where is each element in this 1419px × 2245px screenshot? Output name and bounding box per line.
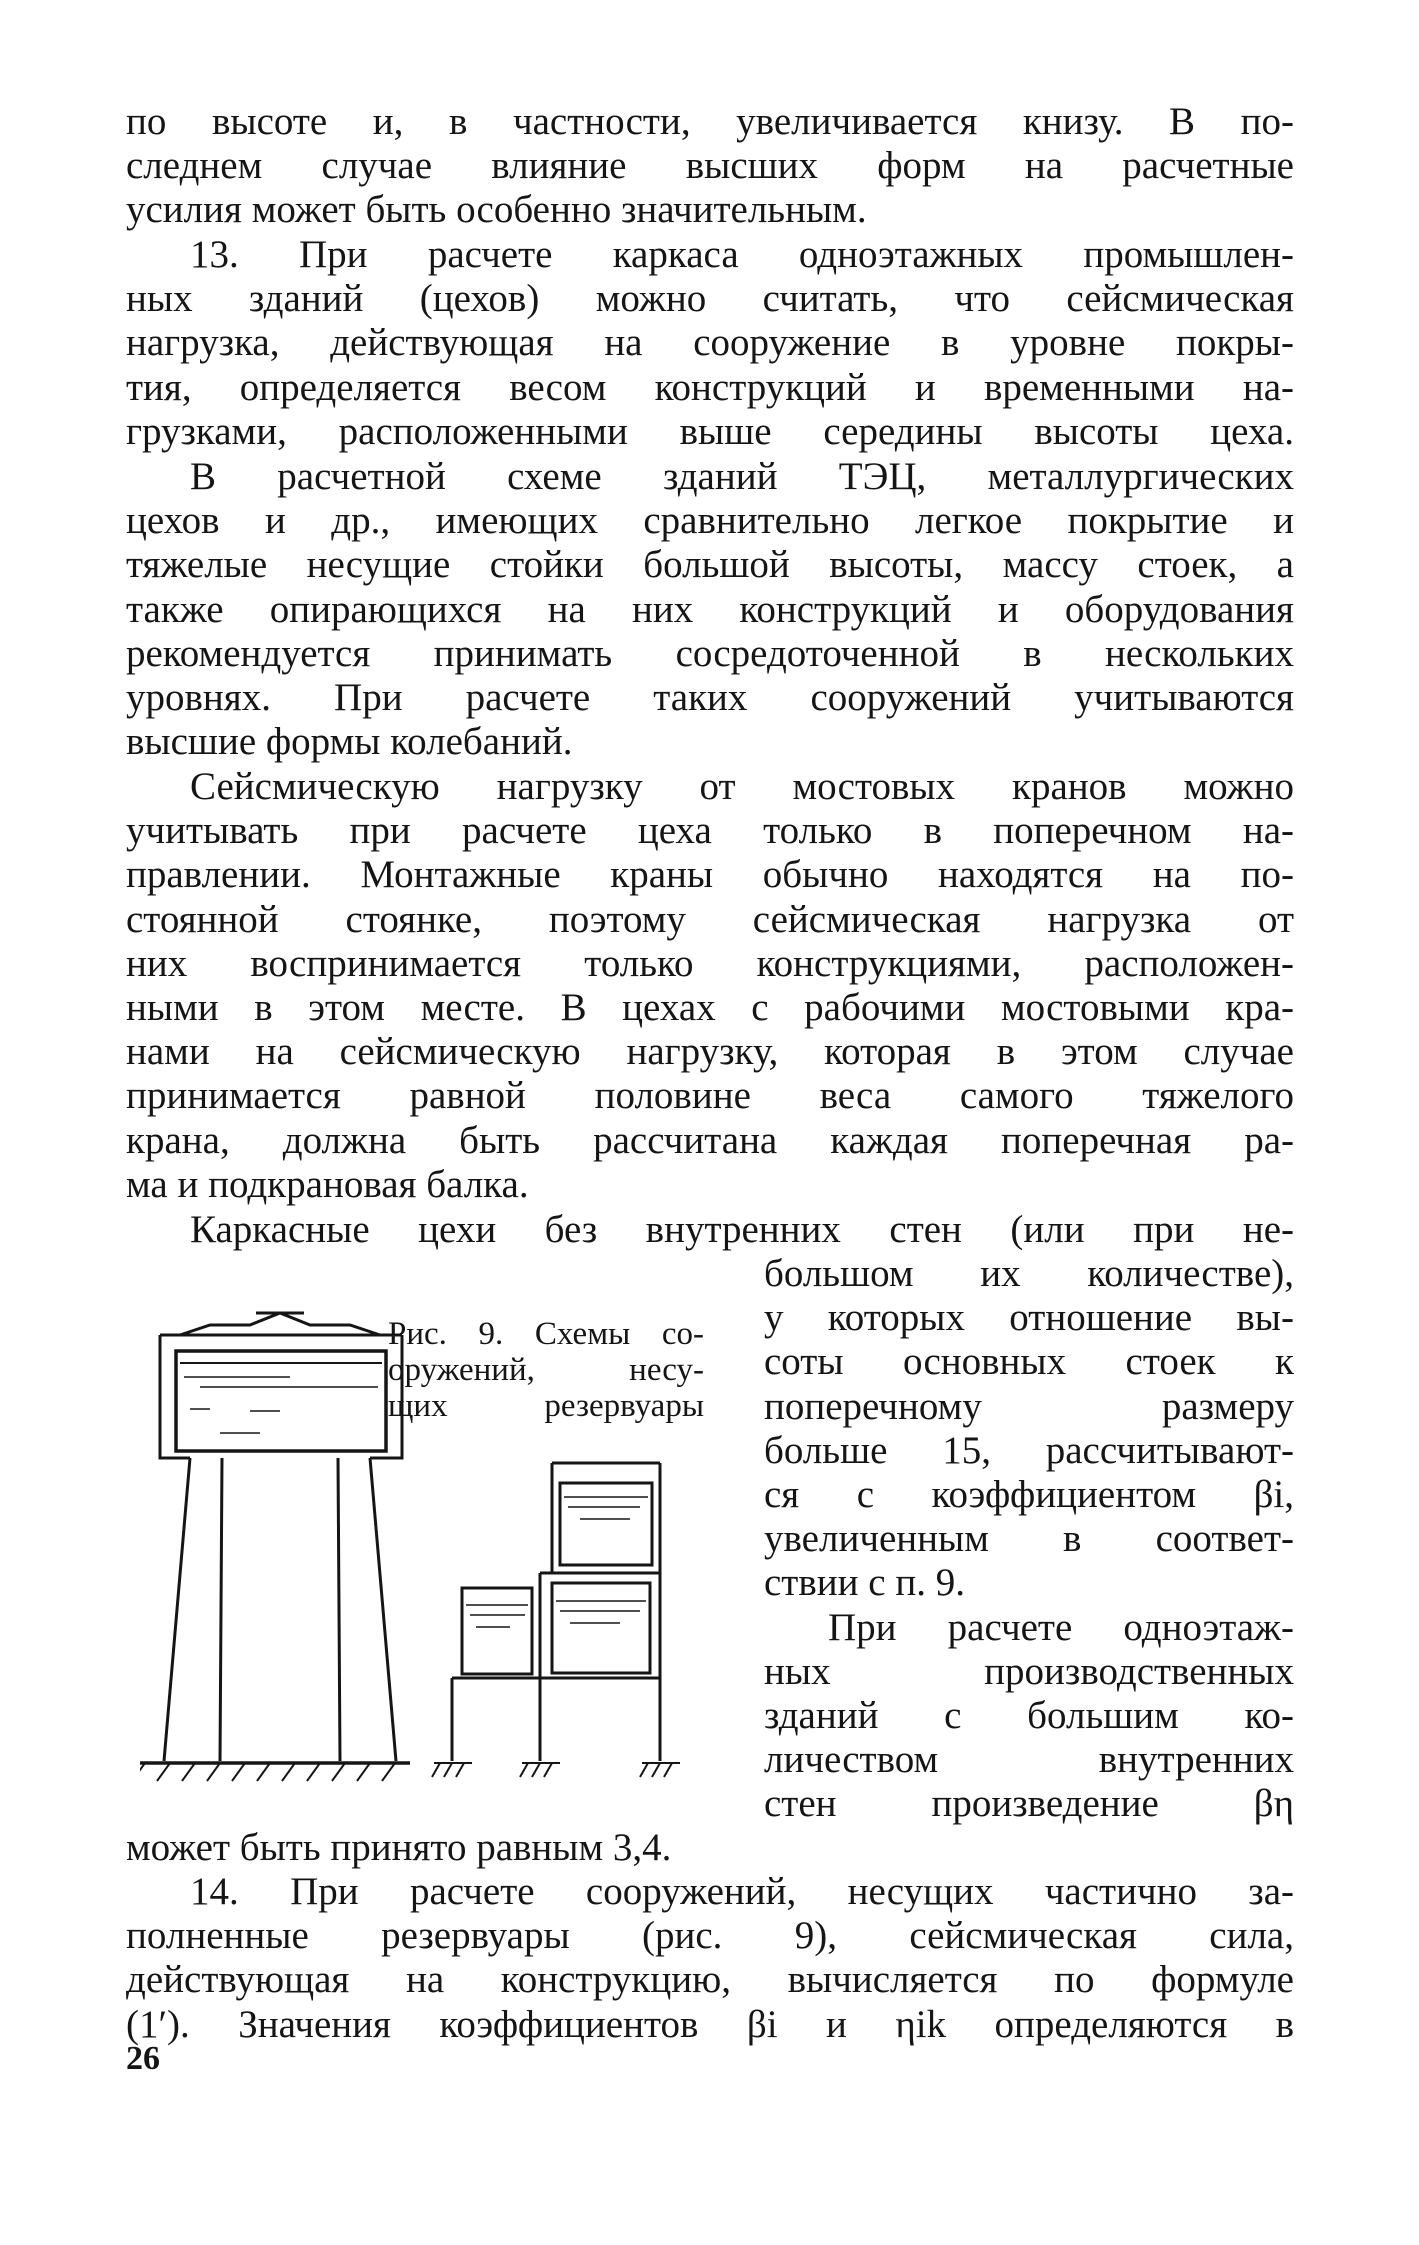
paragraph-frame-shops (126, 1208, 1294, 1252)
text-line: нами на сейсмическую нагрузку, которая в этом случае (126, 1030, 1294, 1074)
text-line: нагрузка, действующая на сооружение в уровне покры- (126, 321, 1294, 365)
paragraph-section-13 (126, 233, 1294, 454)
paragraph-tec (126, 455, 1294, 764)
paragraph-frame-shops-end (126, 1826, 1294, 1870)
right-column-text (764, 1252, 1294, 1826)
text-line: усилия может быть особенно значительным. (126, 188, 867, 232)
text-line: ных зданий (цехов) можно считать, что сейсмическая (126, 277, 1294, 321)
text-line: ных производственных (764, 1649, 1294, 1693)
text-line: тия, определяется весом конструкций и временными на- (126, 365, 1294, 409)
text-line: крана, должна быть рассчитана каждая поперечная ра- (126, 1118, 1294, 1162)
text-line: также опирающихся на них конструкций и оборудования (126, 587, 1294, 631)
text-line: личеством внутренних (764, 1738, 1294, 1782)
text-line: ными в этом месте. В цехах с рабочими мостовыми кра- (126, 985, 1294, 1029)
text-line: стоянной стоянке, поэтому сейсмическая нагрузка от (126, 897, 1294, 941)
paragraph-cranes (126, 765, 1294, 1207)
text-line: При расчете одноэтаж- (828, 1605, 1294, 1649)
text-line: действующая на конструкцию, вычисляется по формуле (126, 1958, 1294, 2002)
text-line: 13. При расчете каркаса одноэтажных промышлен- (190, 233, 1294, 276)
text-line: по высоте и, в частности, увеличивается книзу. В по- (126, 100, 1294, 143)
frame-with-tanks-drawing (432, 1463, 680, 1777)
text-line: грузками, расположенными выше середины высоты цеха. (126, 409, 1294, 453)
text-line: них воспринимается только конструкциями, расположен- (126, 941, 1294, 985)
text-line: тяжелые несущие стойки большой высоты, массу стоек, а (126, 543, 1294, 587)
figure-9-tank-structures (140, 1283, 720, 1803)
caption-line: Рис. 9. Схемы со- (388, 1316, 704, 1352)
caption-line: щих резервуары (388, 1388, 704, 1424)
text-line: зданий с большим ко- (764, 1693, 1294, 1737)
text-line: цехов и др., имеющих сравнительно легкое покрытие и (126, 499, 1294, 543)
text-line: высшие формы колебаний. (126, 720, 573, 764)
text-line: больше 15, рассчитывают- (764, 1428, 1294, 1472)
paragraph-section-14 (126, 1870, 1294, 2047)
text-line: В расчетной схеме зданий ТЭЦ, металлургических (190, 455, 1294, 498)
text-line: правлении. Монтажные краны обычно находятся на по- (126, 853, 1294, 897)
caption-line: оружений, несу- (388, 1352, 704, 1388)
text-line: принимается равной половине веса самого тяжелого (126, 1074, 1294, 1118)
text-line: поперечному размеру (764, 1384, 1294, 1428)
text-line: полненные резервуары (рис. 9), сейсмическая сила, (126, 1914, 1294, 1958)
text-line: (1′). Значения коэффициентов βi и ηik определяются в (126, 2002, 1294, 2046)
text-line: рекомендуется принимать сосредоточенной в нескольких (126, 631, 1294, 675)
page-number: 26 (126, 2040, 160, 2077)
text-line: ствии с п. 9. (764, 1561, 965, 1605)
text-line: у которых отношение вы- (764, 1296, 1294, 1340)
text-line: ма и подкрановая балка. (126, 1162, 529, 1206)
text-line: ся с коэффициентом βi, (764, 1472, 1294, 1516)
text-line: учитывать при расчете цеха только в поперечном на- (126, 809, 1294, 853)
text-line: следнем случае влияние высших форм на расчетные (126, 144, 1294, 188)
text-line: увеличенным в соответ- (764, 1517, 1294, 1561)
paragraph-continuation (126, 100, 1294, 233)
text-line: уровнях. При расчете таких сооружений учитываются (126, 675, 1294, 719)
water-tower-drawing (140, 1313, 410, 1781)
text-line: соты основных стоек к (764, 1340, 1294, 1384)
text-line: стен произведение βη (764, 1782, 1294, 1826)
text-line: большом их количестве), (764, 1252, 1294, 1295)
text-line: 14. При расчете сооружений, несущих частично за- (190, 1870, 1294, 1913)
text-line: Каркасные цехи без внутренних стен (или при не- (190, 1208, 1294, 1251)
text-line: Сейсмическую нагрузку от мостовых кранов можно (190, 765, 1294, 808)
text-line: может быть принято равным 3,4. (126, 1826, 672, 1869)
